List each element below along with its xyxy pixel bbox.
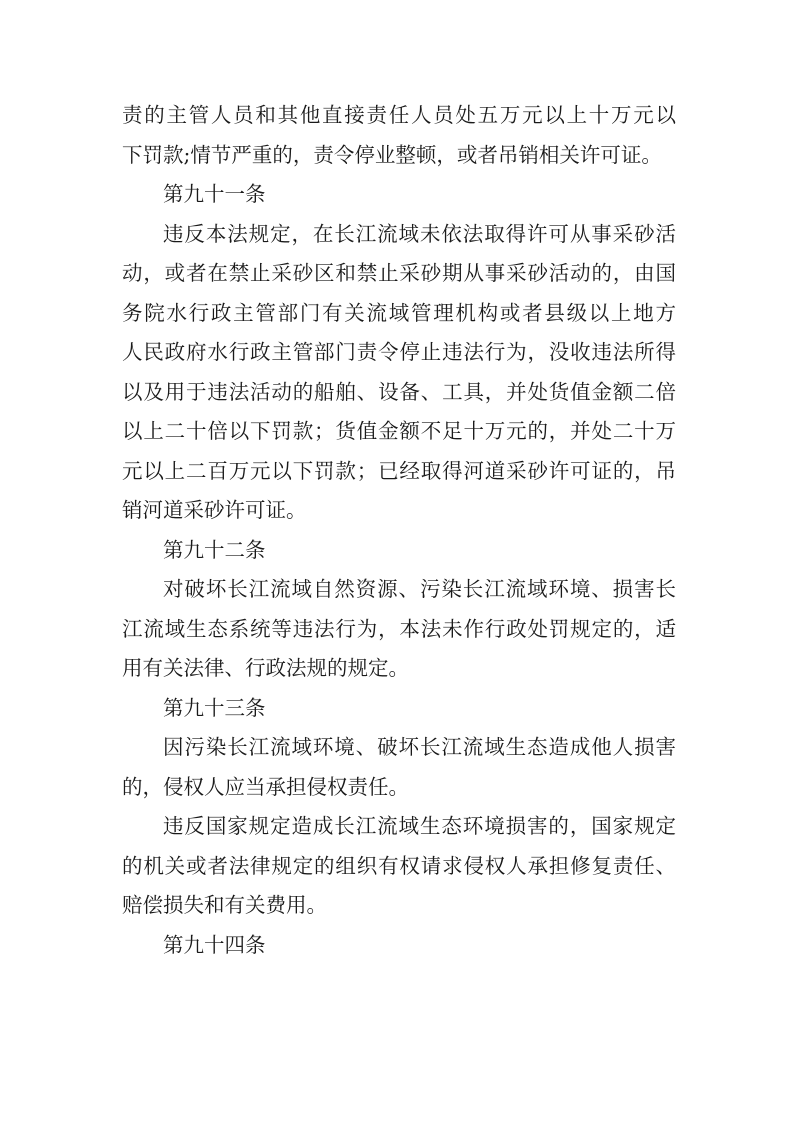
text-line: 务院水行政主管部门有关流域管理机构或者县级以上地方	[122, 300, 676, 325]
article-heading: 第九十四条	[163, 932, 266, 957]
document-body	[122, 96, 676, 965]
text-line: 违反国家规定造成长江流域生态环境损害的，国家规定	[163, 814, 676, 838]
text-line: 对破坏长江流域自然资源、污染长江流域环境、损害长	[163, 577, 676, 601]
text-line: 人民政府水行政主管部门责令停止违法行为，没收违法所得	[122, 340, 676, 364]
text-line: 下罚款;情节严重的，责令停业整顿，或者吊销相关许可证。	[122, 142, 662, 167]
text-line: 用有关法律、行政法规的规定。	[122, 656, 409, 680]
text-line: 责的主管人员和其他直接责任人员处五万元以上十万元以	[122, 103, 676, 127]
text-line: 以上二十倍以下罚款；货值金额不足十万元的，并处二十万	[122, 419, 676, 443]
text-line: 的，侵权人应当承担侵权责任。	[122, 774, 409, 799]
text-line: 以及用于违法活动的船舶、设备、工具，并处货值金额二倍	[122, 379, 676, 404]
text-line: 违反本法规定，在长江流域未依法取得许可从事采砂活	[163, 221, 676, 246]
text-line: 销河道采砂许可证。	[122, 498, 307, 522]
article-heading: 第九十一条	[163, 182, 266, 206]
text-line: 动，或者在禁止采砂区和禁止采砂期从事采砂活动的，由国	[122, 261, 676, 285]
text-line: 元以上二百万元以下罚款；已经取得河道采砂许可证的，吊	[122, 458, 676, 483]
text-line: 赔偿损失和有关费用。	[122, 893, 327, 917]
text-line: 的机关或者法律规定的组织有权请求侵权人承担修复责任、	[122, 853, 676, 878]
article-heading: 第九十三条	[163, 695, 266, 720]
text-line: 江流域生态系统等违法行为，本法未作行政处罚规定的，适	[122, 616, 676, 641]
article-heading: 第九十二条	[163, 537, 266, 562]
text-line: 因污染长江流域环境、破坏长江流域生态造成他人损害	[163, 735, 676, 759]
